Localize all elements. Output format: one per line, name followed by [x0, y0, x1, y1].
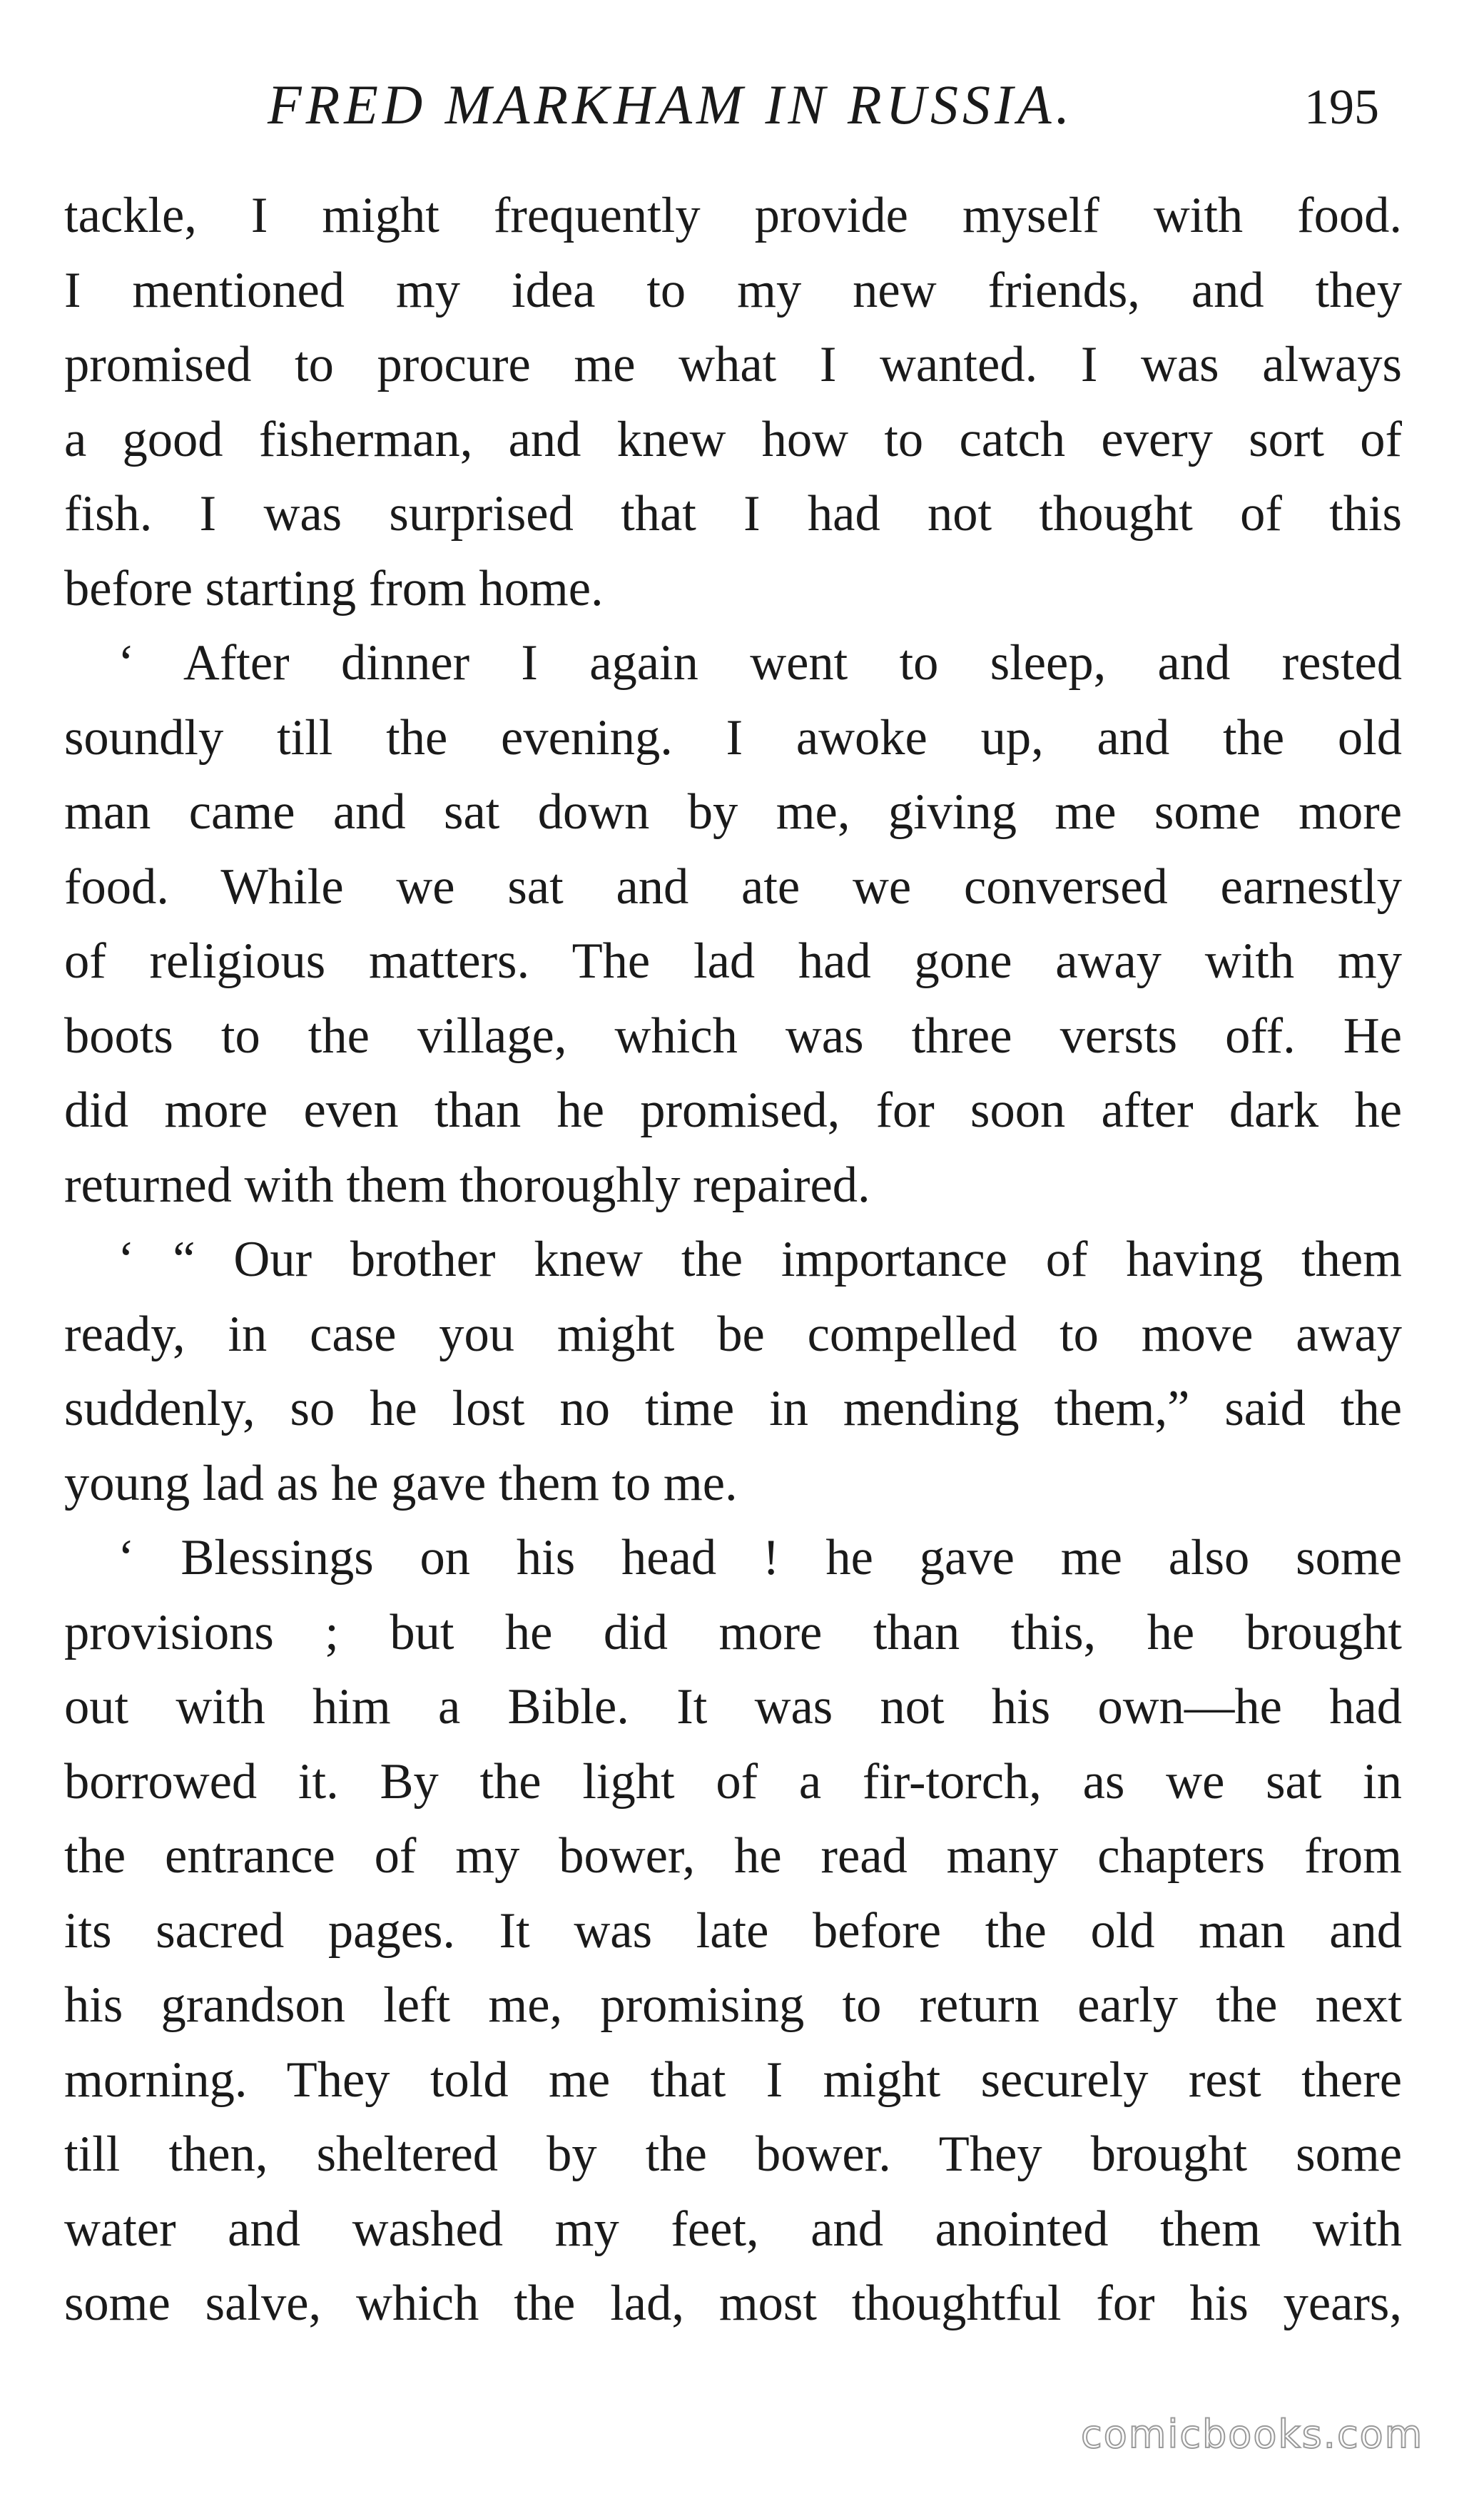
text-line: returned with them thoroughly repaired. [64, 1157, 870, 1213]
text-line: of religious matters. The lad had gone away with my [64, 933, 1402, 989]
text-line: till then, sheltered by the bower. They brought some [64, 2126, 1402, 2182]
paragraph [64, 1222, 1402, 1521]
text-line: food. While we sat and ate we conversed earnestly [64, 858, 1402, 915]
paragraph [64, 178, 1402, 626]
text-line: morning. They told me that I might securely rest there [64, 2051, 1402, 2108]
text-line: its sacred pages. It was late before the old man and [64, 1902, 1402, 1959]
text-line: before starting from home. [64, 560, 604, 617]
text-line: water and washed my feet, and anointed them with [64, 2201, 1402, 2257]
text-line: man came and sat down by me, giving me some more [64, 784, 1402, 840]
page-number: 195 [1304, 80, 1379, 135]
text-line: fish. I was surprised that I had not thought of this [64, 486, 1402, 542]
text-line: soundly till the evening. I awoke up, and the old [64, 709, 1402, 766]
paragraph [64, 626, 1402, 1222]
text-line: suddenly, so he lost no time in mending them,” said the [64, 1381, 1402, 1436]
text-line: did more even than he promised, for soon after dark he [64, 1082, 1402, 1138]
text-line: ‘ Blessings on his head ! he gave me also some [118, 1530, 1402, 1586]
text-line: provisions ; but he did more than this, he brought [64, 1604, 1402, 1660]
paragraph [64, 1521, 1402, 2341]
text-line: ready, in case you might be compelled to move away [64, 1306, 1402, 1362]
text-line: young lad as he gave them to me. [64, 1455, 738, 1511]
watermark: comicbooks.com [1081, 2412, 1424, 2457]
running-title: FRED MARKHAM IN RUSSIA. [268, 73, 1074, 136]
text-line: some salve, which the lad, most thoughtful for his years, [64, 2276, 1402, 2331]
text-line: borrowed it. By the light of a fir-torch, as we sat in [64, 1753, 1402, 1810]
text-line: ‘ “ Our brother knew the importance of having them [118, 1232, 1402, 1287]
text-line: I mentioned my idea to my new friends, and they [64, 262, 1402, 318]
text-line: tackle, I might frequently provide myself with food. [64, 188, 1402, 243]
text-line: ‘ After dinner I again went to sleep, and rested [118, 635, 1402, 691]
text-line: a good fisherman, and knew how to catch every sort of [64, 411, 1402, 467]
body-text [64, 178, 1402, 2341]
text-line: out with him a Bible. It was not his own—he had [64, 1679, 1402, 1735]
text-line: promised to procure me what I wanted. I was always [64, 337, 1402, 392]
text-line: boots to the village, which was three versts off. He [64, 1008, 1402, 1064]
page-header [0, 66, 1484, 144]
text-line: his grandson left me, promising to return early the next [64, 1977, 1402, 2033]
text-line: the entrance of my bower, he read many chapters from [64, 1828, 1402, 1884]
